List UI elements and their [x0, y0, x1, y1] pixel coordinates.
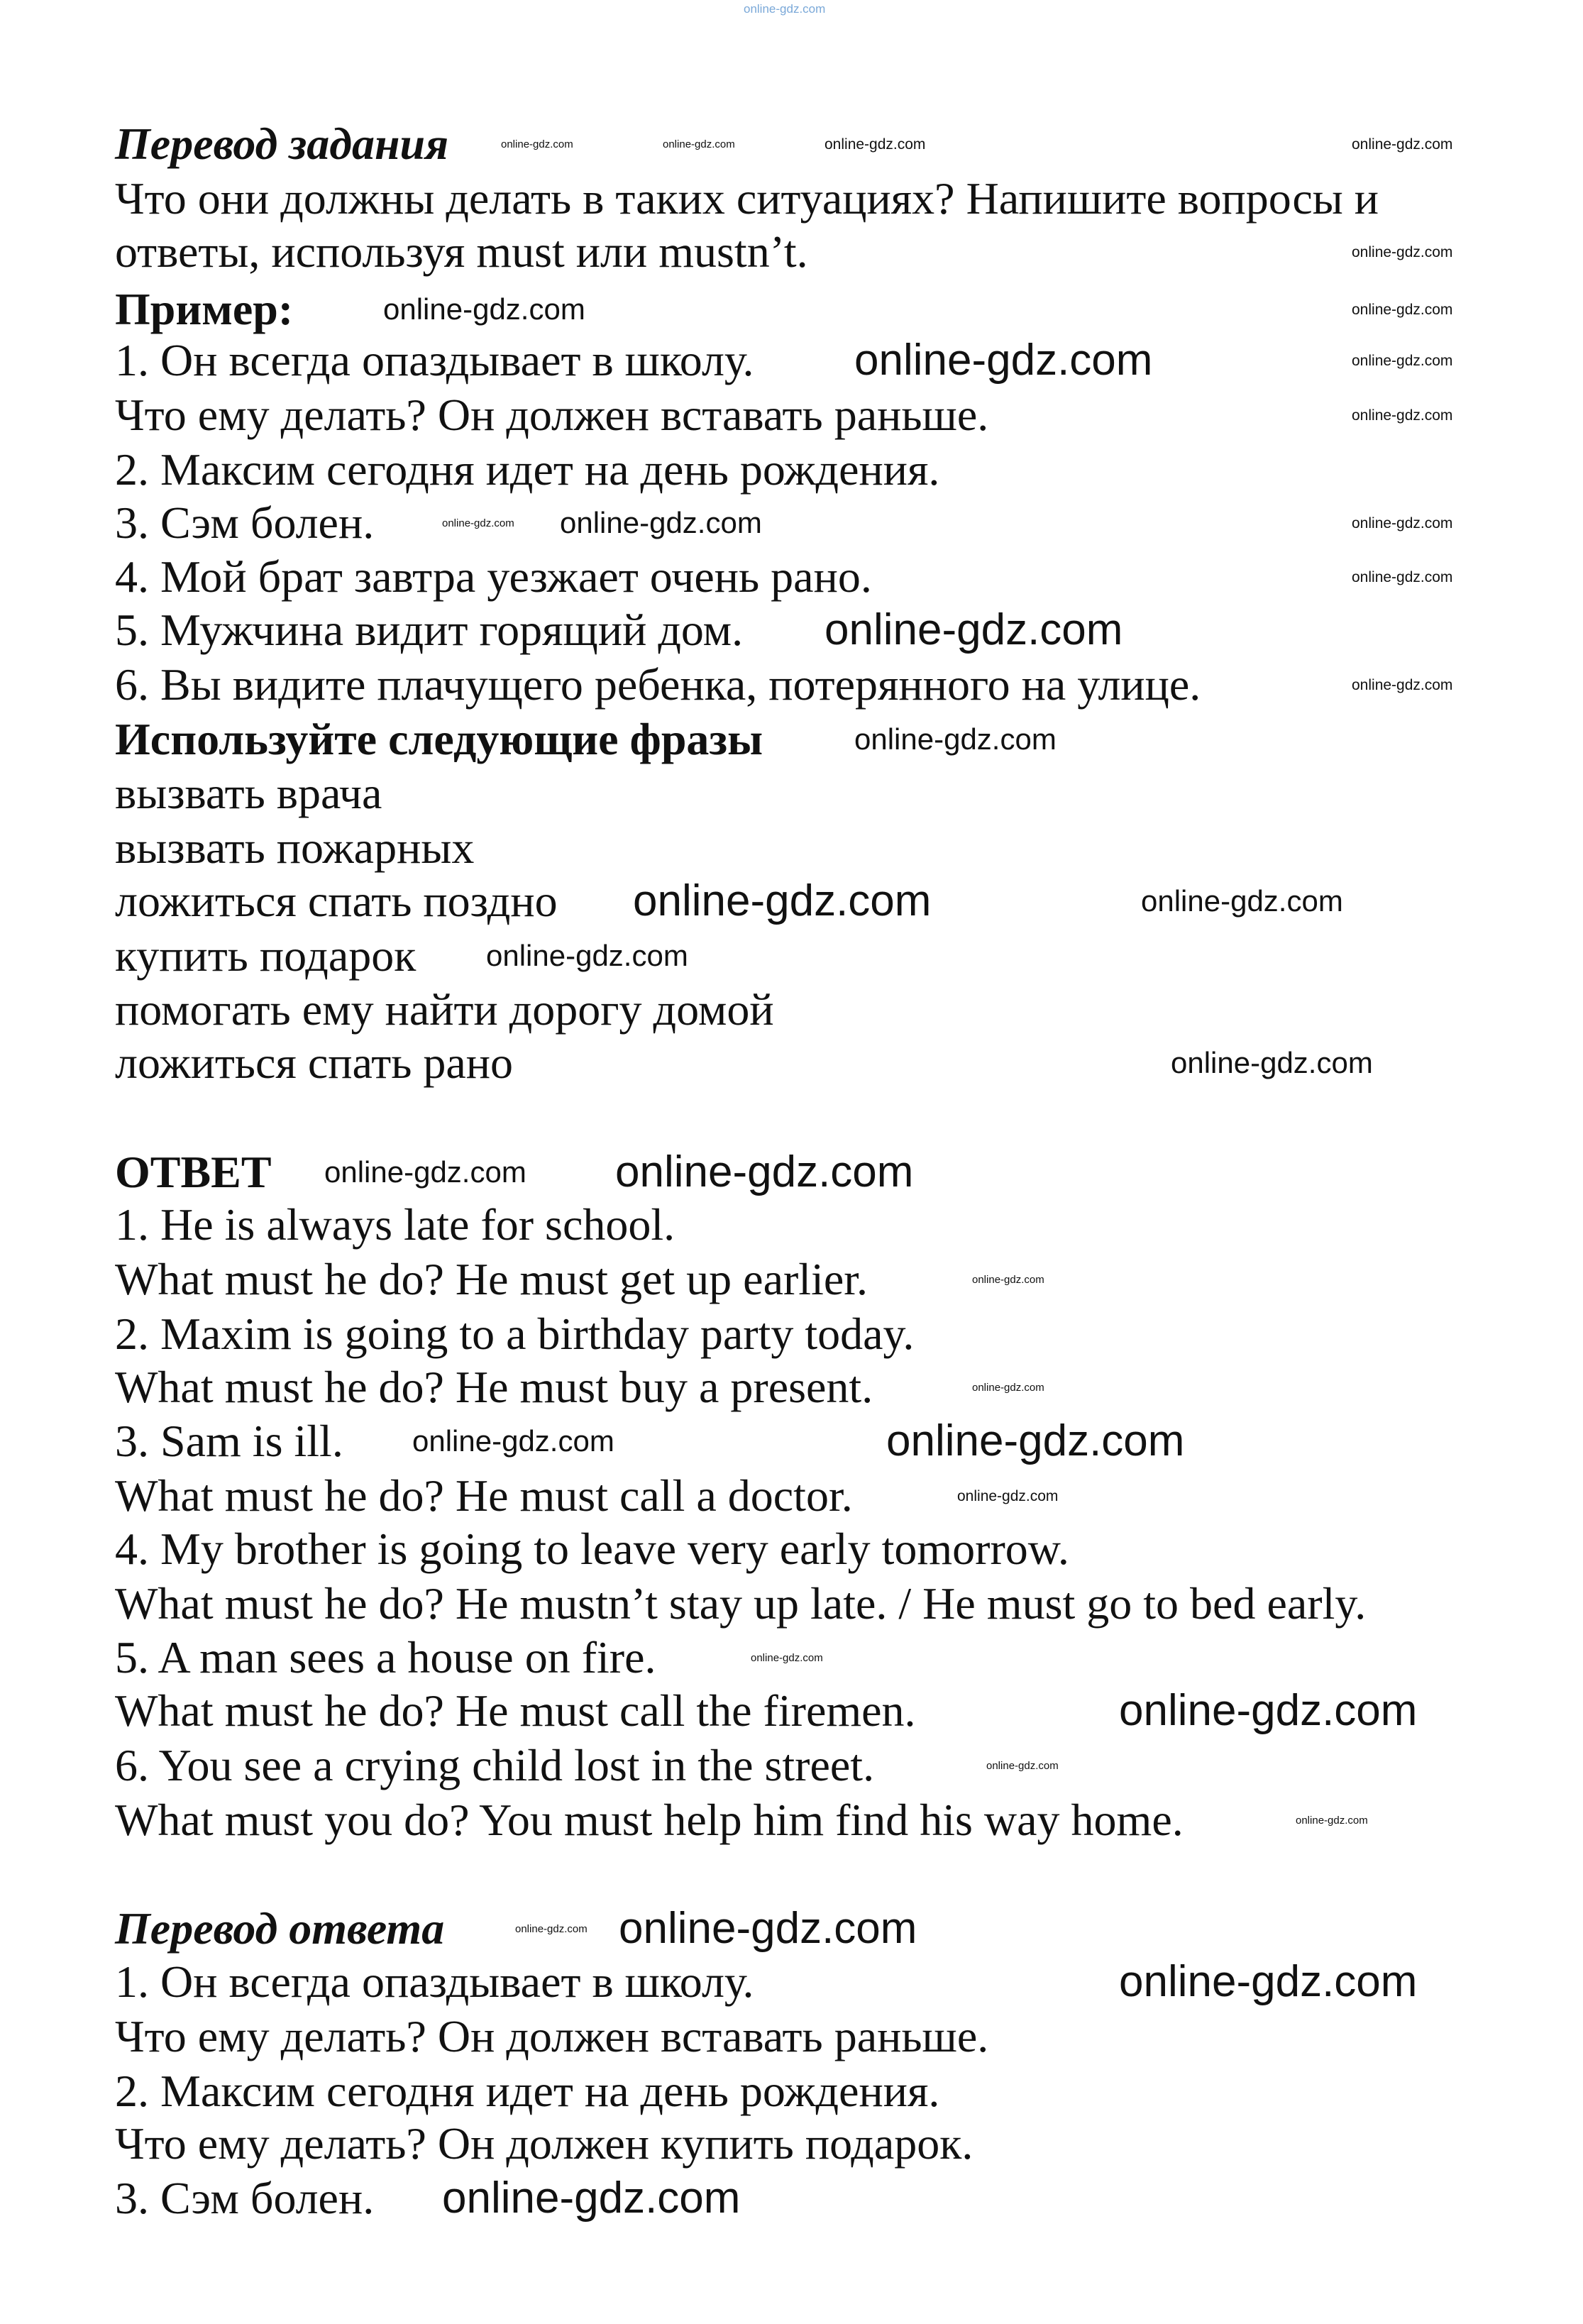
watermark: online-gdz.com [751, 1652, 823, 1664]
translation-line: Что ему делать? Он должен вставать раньше. [115, 2011, 989, 2061]
instruction-line: Что они должны делать в таких ситуациях? Напишите вопросы и [115, 173, 1379, 224]
watermark: online-gdz.com [1352, 569, 1453, 585]
answer-line: 1. He is always late for school. [115, 1199, 675, 1250]
watermark: online-gdz.com [1352, 244, 1453, 260]
answer-line: 4. My brother is going to leave very early tomorrow. [115, 1524, 1069, 1574]
watermark: online-gdz.com [1141, 884, 1343, 918]
task-line: 1. Он всегда опаздывает в школу. [115, 335, 754, 385]
answer-heading: ОТВЕТ [115, 1147, 272, 1197]
watermark: online-gdz.com [1352, 302, 1453, 318]
phrase-line: ложиться спать рано [115, 1037, 514, 1088]
watermark: online-gdz.com [957, 1488, 1059, 1504]
answer-line: 6. You see a crying child lost in the street. [115, 1740, 875, 1790]
watermark: online-gdz.com [1119, 1686, 1418, 1735]
translation-line: Что ему делать? Он должен купить подарок. [115, 2118, 973, 2169]
translation-line: 2. Максим сегодня идет на день рождения. [115, 2066, 940, 2116]
watermark: online-gdz.com [1352, 515, 1453, 532]
instruction-line: ответы, используя must или mustn’t. [115, 226, 808, 277]
watermark: online-gdz.com [854, 722, 1057, 756]
answer-line: What must he do? He must buy a present. [115, 1362, 873, 1412]
watermark: online-gdz.com [824, 605, 1123, 654]
answer-line: What must he do? He mustn’t stay up late. / He must go to bed early. [115, 1578, 1367, 1629]
watermark: online-gdz.com [615, 1147, 914, 1196]
answer-line: 5. A man sees a house on fire. [115, 1632, 656, 1683]
task-line: 4. Мой брат завтра уезжает очень рано. [115, 551, 872, 602]
task-line: 5. Мужчина видит горящий дом. [115, 605, 744, 655]
watermark: online-gdz.com [412, 1424, 614, 1458]
watermark: online-gdz.com [854, 336, 1153, 385]
watermark: online-gdz.com [972, 1274, 1044, 1286]
example-heading: Пример: [115, 284, 294, 334]
section-heading: Перевод задания [115, 119, 449, 169]
translation-line: 1. Он всегда опаздывает в школу. [115, 1956, 754, 2007]
watermark: online-gdz.com [1119, 1957, 1418, 2006]
watermark: online-gdz.com [560, 506, 762, 539]
answer-line: 2. Maxim is going to a birthday party today. [115, 1309, 915, 1359]
watermark: online-gdz.com [633, 876, 932, 925]
phrases-heading: Используйте следующие фразы [115, 714, 763, 764]
phrase-line: вызвать врача [115, 768, 382, 818]
section-heading: Перевод ответа [115, 1903, 445, 1954]
phrase-line: вызвать пожарных [115, 822, 475, 873]
watermark: online-gdz.com [744, 2, 826, 16]
watermark: online-gdz.com [1352, 136, 1453, 153]
task-line: 6. Вы видите плачущего ребенка, потерянного на улице. [115, 659, 1201, 710]
watermark: online-gdz.com [501, 138, 573, 150]
watermark: online-gdz.com [442, 2174, 741, 2223]
watermark: online-gdz.com [986, 1760, 1059, 1772]
watermark: online-gdz.com [619, 1904, 917, 1953]
phrase-line: купить подарок [115, 930, 417, 981]
answer-line: What must he do? He must call the firemen. [115, 1685, 916, 1736]
watermark: online-gdz.com [1352, 677, 1453, 693]
answer-line: What must he do? He must get up earlier. [115, 1254, 868, 1304]
watermark: online-gdz.com [1352, 353, 1453, 369]
answer-line: 3. Sam is ill. [115, 1416, 343, 1466]
watermark: online-gdz.com [1352, 407, 1453, 424]
phrase-line: ложиться спать поздно [115, 876, 558, 926]
watermark: online-gdz.com [1171, 1046, 1373, 1079]
watermark: online-gdz.com [972, 1382, 1044, 1394]
watermark: online-gdz.com [442, 517, 514, 529]
answer-line: What must he do? He must call a doctor. [115, 1470, 853, 1521]
task-line: 3. Сэм болен. [115, 497, 375, 548]
watermark: online-gdz.com [515, 1923, 588, 1935]
task-line: 2. Максим сегодня идет на день рождения. [115, 444, 940, 495]
watermark: online-gdz.com [324, 1155, 526, 1189]
watermark: online-gdz.com [886, 1416, 1185, 1465]
watermark: online-gdz.com [486, 939, 688, 972]
watermark: online-gdz.com [383, 292, 585, 326]
watermark: online-gdz.com [663, 138, 735, 150]
phrase-line: помогать ему найти дорогу домой [115, 984, 774, 1035]
answer-line: What must you do? You must help him find his way home. [115, 1795, 1184, 1845]
watermark: online-gdz.com [1296, 1814, 1368, 1827]
translation-line: 3. Сэм болен. [115, 2173, 375, 2223]
watermark: online-gdz.com [824, 136, 926, 153]
task-line: Что ему делать? Он должен вставать раньше. [115, 390, 989, 440]
